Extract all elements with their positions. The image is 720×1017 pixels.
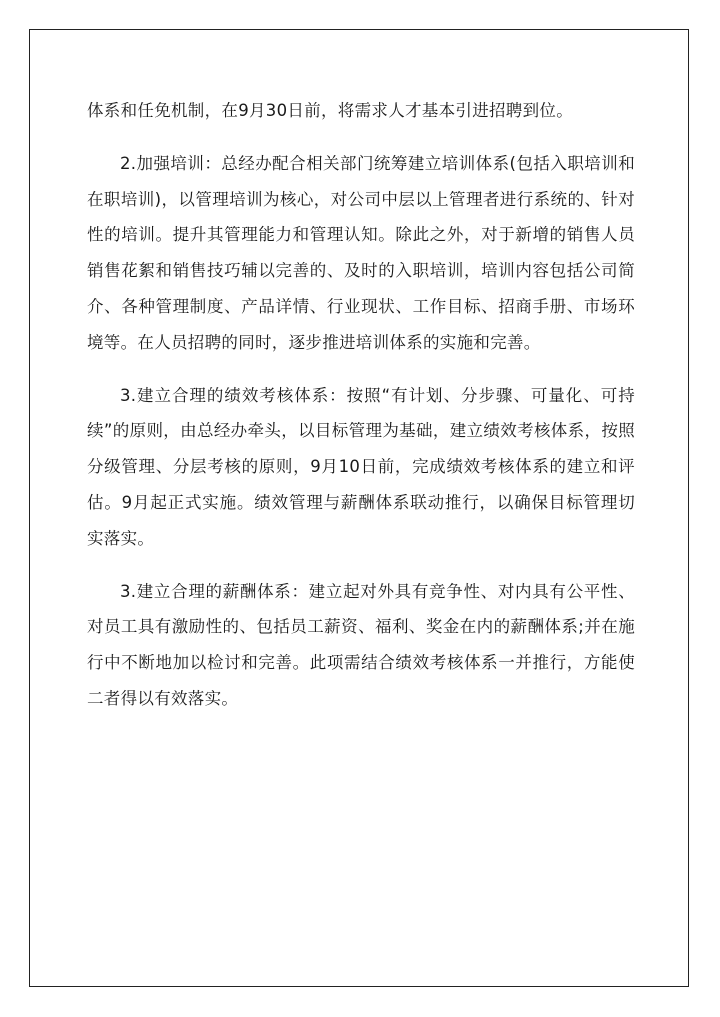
paragraph-compensation: 3.建立合理的薪酬体系：建立起对外具有竞争性、对内具有公平性、对员工具有激励性的、包括员工薪资、福利、奖金在内的薪酬体系;并在施行中不断地加以检讨和完善。此项需结合绩效考核体系一并推行，方能使二者得以有效落实。: [87, 581, 635, 708]
paragraph-continuation: 体系和任免机制，在9月30日前，将需求人才基本引进招聘到位。: [87, 101, 573, 120]
document-body: [87, 93, 635, 717]
paragraph-performance-appraisal: 3.建立合理的绩效考核体系：按照“有计划、分步骤、可量化、可持续”的原则，由总经办牵头，以目标管理为基础，建立绩效考核体系，按照分级管理、分层考核的原则，9月10日前，完成绩效考核体系的建立和评估。9月起正式实施。绩效管理与薪酬体系联动推行，以确保目标管理切实落实。: [87, 385, 635, 548]
paragraph-training: 2.加强培训：总经办配合相关部门统筹建立培训体系(包括入职培训和在职培训)，以管理培训为核心，对公司中层以上管理者进行系统的、针对性的培训。提升其管理能力和管理认知。除此之外，对于新增的销售人员销售花絮和销售技巧辅以完善的、及时的入职培训，培训内容包括公司简介、各种管理制度、产品详情、行业现状、工作目标、招商手册、市场环境等。在人员招聘的同时，逐步推进培训体系的实施和完善。: [87, 153, 635, 352]
